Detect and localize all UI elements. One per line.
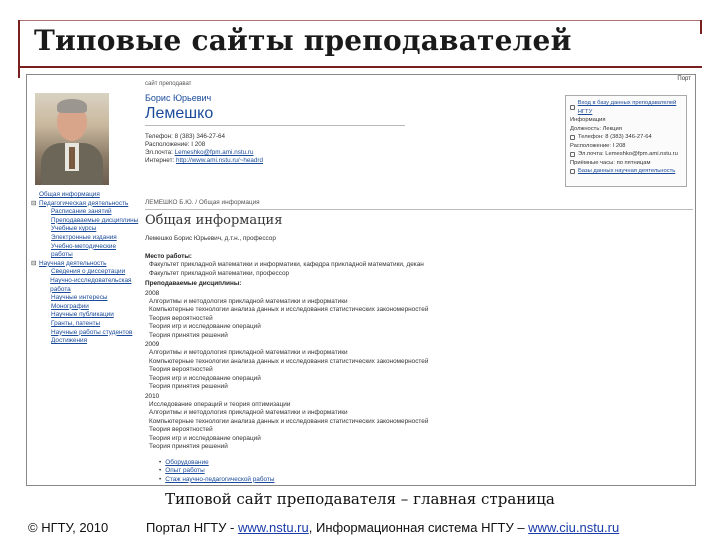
slide-title: Типовые сайты преподавателей	[34, 24, 572, 57]
disciplines-list	[145, 290, 685, 452]
discipline-item: Алгоритмы и методология прикладной математики и информатики	[149, 409, 348, 417]
nav-item[interactable]	[31, 268, 139, 277]
contact-email-row: Эл.почта: Lemeshko@fpm.ami.nstu.ru	[145, 149, 254, 156]
discipline-item: Теория игр и исследование операций	[149, 323, 261, 331]
contact-phone: Телефон: 8 (383) 346-27-64	[145, 133, 226, 140]
nav-item-label[interactable]: Учебные курсы	[51, 225, 97, 233]
title-left-rule	[18, 20, 20, 78]
info-box: Вход в базу данных преподавателей НГТУ Информация Должность: Лекция Телефон: 8 (383) 346-27-64 Расположение: I 208 Эл.почта: Lemeshko@fpm.ami.nstu.ru Приёмные часы: по пятницам Базы данных научная деятельность	[565, 95, 687, 187]
infobox-footer-link[interactable]: Базы данных научная деятельность	[578, 168, 676, 174]
nav-item[interactable]	[31, 311, 139, 320]
nav-spacer	[43, 268, 49, 277]
contact-web-row: Интернет: http://www.ami.nstu.ru/~headrd	[145, 157, 263, 164]
infobox-position: Должность: Лекция	[570, 125, 622, 132]
footer-links: Портал НГТУ - www.nstu.ru, Информационная система НГТУ – www.ciu.nstu.ru	[146, 520, 620, 535]
nav-item-label[interactable]: Электронные издания	[51, 233, 117, 241]
nav-item[interactable]	[31, 277, 139, 294]
nav-item[interactable]	[31, 243, 139, 260]
nav-item-label[interactable]: Научные работы студентов	[51, 328, 133, 336]
nav-item-label[interactable]: Гранты, патенты	[51, 319, 101, 327]
professor-photo	[35, 93, 109, 185]
discipline-year: 2008	[145, 289, 160, 297]
discipline-year: 2010	[145, 392, 160, 400]
footer-ciu-link[interactable]: www.ciu.nstu.ru	[528, 520, 620, 535]
nav-item[interactable]	[31, 294, 139, 303]
nav-item-label[interactable]: Преподаваемые дисциплины	[51, 216, 139, 224]
nav-item[interactable]	[31, 320, 139, 329]
nav-item-label[interactable]: Научная деятельность	[39, 259, 107, 267]
workplace-line: Факультет прикладной математики, профессор	[149, 269, 290, 277]
header-divider	[145, 125, 405, 126]
discipline-item: Теория принятия решений	[149, 383, 228, 391]
bottom-link[interactable]	[159, 476, 274, 484]
portal-corner-label: Порт	[677, 76, 691, 82]
bottom-link-label[interactable]: Оборудование	[165, 459, 209, 466]
contact-web-link[interactable]: http://www.ami.nstu.ru/~headrd	[175, 157, 263, 164]
nav-item-label[interactable]: Учебно-методические работы	[50, 242, 117, 259]
title-bottom-rule	[18, 66, 702, 68]
nav-item-label[interactable]: Научные интересы	[51, 294, 108, 302]
section-heading: Общая информация	[145, 213, 283, 228]
collapse-icon[interactable]: ⊟	[31, 199, 37, 207]
footer-nstu-link[interactable]: www.nstu.ru	[237, 520, 309, 535]
nav-item-label[interactable]: Расписание занятий	[51, 208, 112, 216]
nav-item-label[interactable]: Достижения	[51, 337, 88, 345]
infobox-db-link[interactable]: Вход в базу данных преподавателей НГТУ	[577, 100, 677, 115]
nav-item[interactable]	[31, 208, 139, 217]
nav-item[interactable]	[31, 234, 139, 243]
discipline-item: Теория вероятностей	[149, 426, 213, 434]
page-breadcrumb[interactable]: ЛЕМЕШКО Б.Ю. / Общая информация	[145, 199, 260, 206]
nav-item-label[interactable]: Сведения о диссертации	[51, 268, 126, 276]
contact-room: Расположение: I 208	[145, 141, 206, 148]
phone-icon	[570, 135, 575, 140]
nav-item-label[interactable]: Научные публикации	[51, 311, 114, 319]
bullet-icon: •	[159, 467, 162, 475]
discipline-item: Исследование операций и теория оптимизации	[149, 400, 291, 408]
workplace-header: Место работы:	[145, 253, 192, 260]
nav-item[interactable]	[31, 225, 139, 234]
collapse-icon[interactable]: ⊟	[31, 259, 37, 267]
left-navigation	[31, 191, 139, 346]
discipline-item: Теория вероятностей	[149, 314, 213, 322]
bullet-icon: •	[159, 475, 162, 483]
nav-item[interactable]	[31, 191, 139, 200]
nav-item[interactable]	[31, 329, 139, 338]
nav-item-label[interactable]: Общая информация	[39, 191, 100, 198]
nav-spacer	[43, 243, 49, 260]
discipline-item: Теория принятия решений	[149, 442, 228, 450]
nav-item-label[interactable]: Монографии	[51, 302, 89, 310]
nav-spacer	[43, 225, 49, 234]
nav-item-label[interactable]: Педагогическая деятельность	[39, 199, 129, 207]
nav-spacer	[43, 217, 49, 226]
title-right-rule	[700, 20, 702, 34]
contact-info	[145, 133, 263, 165]
discipline-item: Теория игр и исследование операций	[149, 434, 261, 442]
nav-spacer	[43, 311, 49, 320]
nav-spacer	[43, 337, 49, 346]
nav-spacer	[31, 191, 37, 200]
workplace-line: Факультет прикладной математики и информатики, кафедра прикладной математики, декан	[149, 261, 424, 269]
discipline-item: Алгоритмы и методология прикладной математики и информатики	[149, 349, 348, 357]
website-screenshot	[26, 74, 696, 486]
nav-item[interactable]	[31, 260, 139, 269]
professor-last-name: Лемешко	[145, 105, 214, 122]
expand-icon[interactable]	[570, 105, 575, 110]
bottom-link-label[interactable]: Стаж научно-педагогической работы	[165, 475, 275, 483]
nav-spacer	[43, 303, 49, 312]
bullet-icon: •	[159, 459, 162, 466]
nav-item[interactable]	[31, 200, 139, 209]
nav-spacer	[43, 320, 49, 329]
discipline-item: Алгоритмы и методология прикладной математики и информатики	[149, 298, 348, 306]
discipline-item: Компьютерные технологии анализа данных и исследования статистических закономерностей	[149, 417, 429, 425]
discipline-item: Теория вероятностей	[149, 366, 213, 374]
nav-spacer	[43, 294, 49, 303]
nav-item[interactable]	[31, 337, 139, 346]
contact-email-link[interactable]: Lemeshko@fpm.ami.nstu.ru	[174, 149, 254, 156]
nav-spacer	[43, 234, 49, 243]
infobox-office-hours: Приёмные часы: по пятницам	[570, 159, 651, 166]
discipline-item: Теория принятия решений	[149, 331, 228, 339]
nav-spacer	[43, 208, 49, 217]
discipline-year: 2009	[145, 341, 160, 349]
site-breadcrumb-top[interactable]: сайт преподават	[145, 81, 192, 87]
nav-spacer	[43, 277, 48, 294]
professor-first-name: Борис Юрьевич	[145, 93, 212, 103]
discipline-item: Компьютерные технологии анализа данных и исследования статистических закономерностей	[149, 357, 429, 365]
content-divider	[145, 209, 693, 210]
bottom-link[interactable]	[159, 467, 274, 475]
infobox-room: Расположение: I 208	[570, 142, 626, 149]
infobox-subheader: Информация	[570, 117, 606, 123]
footer-copyright: © НГТУ, 2010	[28, 520, 109, 535]
bottom-link-label[interactable]: Опыт работы	[165, 467, 205, 475]
nav-spacer	[43, 329, 49, 338]
title-top-rule	[18, 20, 702, 21]
nav-item-label[interactable]: Научно-исследовательская работа	[50, 276, 132, 293]
professor-full-name: Лемешко Борис Юрьевич, д.т.н., профессор	[145, 235, 276, 242]
disciplines-header: Преподаваемые дисциплины:	[145, 280, 242, 288]
discipline-item: Компьютерные технологии анализа данных и исследования статистических закономерностей	[149, 306, 429, 314]
slide-caption: Типовой сайт преподавателя – главная страница	[165, 490, 555, 508]
mail-icon	[570, 152, 575, 157]
expand-icon[interactable]	[570, 169, 575, 174]
bottom-links	[159, 459, 274, 484]
main-content	[145, 251, 685, 451]
discipline-item: Теория игр и исследование операций	[149, 374, 261, 382]
